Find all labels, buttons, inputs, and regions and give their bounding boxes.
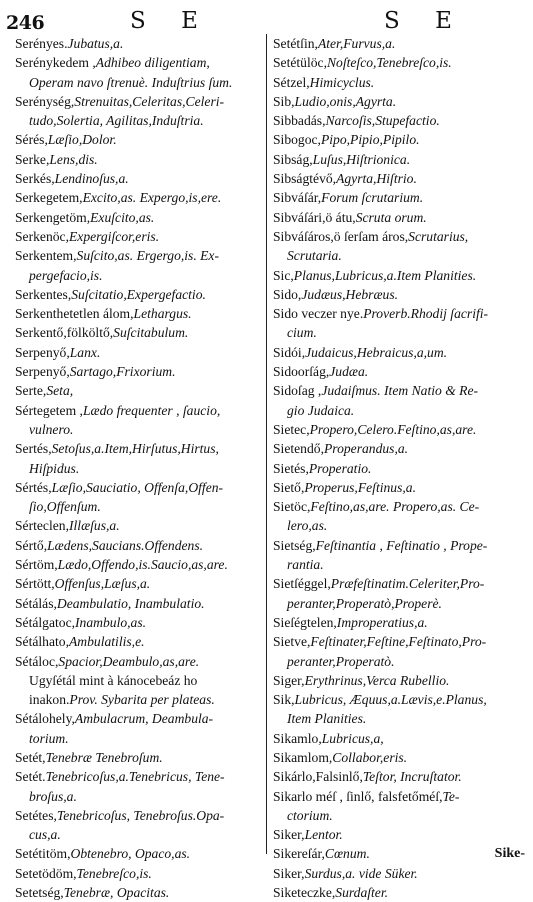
entry-headword: Serkés, [15, 171, 55, 187]
entry-definition: Planus,Lubricus,a.Item Planities. [293, 267, 477, 283]
dictionary-entry [15, 420, 265, 439]
entry-headword: Sic, [273, 267, 294, 283]
entry-headword: Sikárlo,Falsinlő, [273, 769, 363, 785]
entry-headword: Sietöc, [273, 499, 311, 515]
entry-definition: Properandus,a. [323, 441, 409, 457]
entry-definition: Lens,dis. [49, 151, 98, 167]
right-column [273, 34, 528, 902]
entry-headword: Sértés, [15, 479, 52, 495]
entry-definition: rantia. [287, 557, 324, 573]
dictionary-entry [15, 401, 265, 420]
dictionary-entry [273, 439, 528, 458]
entry-definition: Illæſus,a. [68, 518, 120, 534]
entry-definition: Narcoſis,Stupefactio. [325, 113, 440, 129]
entry-headword: Siker, [273, 827, 305, 843]
dictionary-entry [273, 420, 528, 439]
entry-definition: Item Planities. [287, 711, 367, 727]
entry-definition: Surdus,a. vide Süker. [304, 865, 418, 881]
entry-definition: Erythrinus,Verca Rubellio. [304, 672, 450, 688]
entry-headword: Sik, [273, 692, 295, 708]
dictionary-entry [273, 111, 528, 130]
entry-definition: Deambulatio, Inambulatio. [56, 595, 205, 611]
entry-headword: Sietendő, [273, 441, 324, 457]
entry-headword: Serkenthetetlen álom, [15, 306, 134, 322]
dictionary-entry [15, 266, 265, 285]
entry-definition: Læſio,Dolor. [47, 132, 117, 148]
entry-headword: Sikamlo, [273, 730, 322, 746]
dictionary-entry [273, 188, 528, 207]
entry-definition: peranter,Properatò,Properè. [287, 595, 442, 611]
entry-definition: Feſtinantia , Feſtinatio , Prope- [315, 537, 488, 553]
dictionary-entry [15, 478, 265, 497]
entry-headword: Serkentő,fölköltő, [15, 325, 114, 341]
entry-definition: lero,as. [287, 518, 328, 534]
entry-headword: Siker, [273, 865, 305, 881]
dictionary-entry [15, 709, 265, 728]
dictionary-entry [15, 169, 265, 188]
dictionary-entry [15, 787, 265, 806]
dictionary-entry [15, 73, 265, 92]
dictionary-entry [273, 516, 528, 535]
dictionary-entry [15, 690, 265, 709]
entry-headword: Setétitöm, [15, 846, 71, 862]
entry-definition: Obtenebro, Opaco,as. [70, 846, 191, 862]
entry-headword: Sidoorſág, [273, 364, 330, 380]
dictionary-entry [273, 652, 528, 671]
entry-definition: Lubricus, Æquus,a.Lævis,e.Planus, [294, 692, 487, 708]
dictionary-entry [273, 787, 528, 806]
entry-headword: Sértöm, [15, 557, 58, 573]
entry-headword: Sib, [273, 93, 295, 109]
entry-definition: Lentor. [304, 827, 343, 843]
entry-definition: Himicyclus. [309, 74, 375, 90]
dictionary-entry [15, 130, 265, 149]
entry-definition: Properatio. [308, 460, 372, 476]
entry-headword: Sérteclen, [15, 518, 69, 534]
entry-headword: Sibságtévő, [273, 171, 337, 187]
entry-headword: inakon. [29, 692, 70, 708]
dictionary-entry [273, 864, 528, 883]
dictionary-entry [15, 594, 265, 613]
entry-headword: Sértött, [15, 576, 55, 592]
dictionary-entry [273, 497, 528, 516]
entry-definition: Adhibeo diligentiam, [95, 55, 210, 71]
dictionary-entry [15, 111, 265, 130]
entry-definition: ctorium. [287, 807, 333, 823]
dictionary-entry [273, 53, 528, 72]
entry-definition: Excito,as. Expergo,is,ere. [82, 190, 222, 206]
catchword: Sike- [494, 846, 525, 861]
entry-definition: cus,a. [29, 827, 61, 843]
dictionary-entry [273, 574, 528, 593]
entry-headword: Serénység, [15, 93, 75, 109]
entry-headword: Sikamlom, [273, 749, 333, 765]
entry-definition: Pipo,Pipio,Pipilo. [320, 132, 420, 148]
dictionary-entry [273, 92, 528, 111]
dictionary-entry [273, 671, 528, 690]
dictionary-entry [15, 825, 265, 844]
entry-headword: Sido, [273, 286, 302, 302]
entry-definition: ſio,Offenſum. [29, 499, 101, 515]
entry-definition: Improperatius,a. [336, 614, 428, 630]
dictionary-entry [273, 130, 528, 149]
entry-headword: Sibbadás, [273, 113, 326, 129]
dictionary-entry [15, 748, 265, 767]
entry-definition: Properus,Feſtinus,a. [304, 479, 416, 495]
entry-definition: Offenſus,Læſus,a. [54, 576, 151, 592]
dictionary-entry [15, 613, 265, 632]
dictionary-entry [273, 613, 528, 632]
entry-headword: Serkegetem, [15, 190, 83, 206]
entry-definition: Setoſus,a.Item,Hirſutus,Hirtus, [51, 441, 219, 457]
entry-headword: Siető, [273, 479, 305, 495]
entry-definition: Spacior,Deambulo,as,are. [58, 653, 200, 669]
dictionary-entry [15, 864, 265, 883]
dictionary-entry [273, 73, 528, 92]
entry-headword: Sibváſáros,ö ſerſam áros, [273, 228, 409, 244]
entry-definition: Sartago,Frixorium. [69, 364, 176, 380]
dictionary-entry [15, 343, 265, 362]
dictionary-entry [15, 671, 265, 690]
entry-definition: Exuſcito,as. [90, 209, 155, 225]
entry-definition: Jubatus,a. [67, 36, 124, 51]
dictionary-entry [273, 555, 528, 574]
dictionary-entry [15, 285, 265, 304]
dictionary-entry [273, 362, 528, 381]
dictionary-entry [15, 767, 265, 786]
right-column-heading: S E [384, 8, 466, 34]
entry-headword: Serte, [15, 383, 47, 399]
entry-definition: Feſtino,as,are. Propero,as. Ce- [310, 499, 480, 515]
entry-definition: Scrutaria. [287, 248, 342, 264]
dictionary-entry [15, 381, 265, 400]
entry-headword: Sietés, [273, 460, 309, 476]
entry-headword: Serkengetöm, [15, 209, 91, 225]
dictionary-entry [273, 748, 528, 767]
left-column-heading: S E [130, 8, 212, 34]
entry-definition: tudo,Solertia, Agilitas,Induſtria. [29, 113, 204, 129]
entry-headword: Sétálhato, [15, 634, 69, 650]
entry-headword: Sétáloc, [15, 653, 59, 669]
entry-definition: Judaiſmus. Item Natio & Re- [321, 383, 479, 399]
dictionary-entry [15, 574, 265, 593]
entry-headword: Sérés, [15, 132, 48, 148]
entry-headword: Sidói, [273, 344, 306, 360]
entry-headword: Serkentes, [15, 286, 72, 302]
dictionary-entry [15, 883, 265, 902]
entry-definition: Agyrta,Hiſtrio. [336, 171, 417, 187]
entry-definition: Prov. Sybarita per plateas. [69, 692, 215, 708]
dictionary-entry [15, 188, 265, 207]
entry-definition: Lædo,Offendo,is.Saucio,as,are. [57, 557, 228, 573]
entry-definition: Forum ſcrutarium. [321, 190, 424, 206]
page-number: 246 [6, 12, 45, 34]
dictionary-entry [15, 150, 265, 169]
entry-headword: Setét. [15, 769, 46, 785]
page-header [0, 6, 533, 32]
dictionary-entry [15, 227, 265, 246]
entry-definition: gio Judaica. [287, 402, 355, 418]
entry-definition: Inambulo,as. [75, 614, 147, 630]
entry-headword: Serkentem, [15, 248, 77, 264]
dictionary-entry [15, 208, 265, 227]
dictionary-entry [273, 806, 528, 825]
entry-headword: Serpenyő, [15, 364, 70, 380]
entry-headword: Serénykedem , [15, 55, 96, 71]
entry-headword: Sibváſár, [273, 190, 322, 206]
dictionary-entry [273, 844, 528, 863]
entry-headword: Setétülöc, [273, 55, 327, 71]
entry-headword: Sietség, [273, 537, 316, 553]
entry-definition: Strenuitas,Celeritas,Celeri- [74, 93, 225, 109]
dictionary-entry [15, 844, 265, 863]
entry-definition: Cœnum. [324, 846, 370, 862]
entry-definition: Judaicus,Hebraicus,a,um. [305, 344, 448, 360]
dictionary-entry [15, 34, 265, 53]
entry-headword: Sikarlo méſ , ſinlő, falsfetőméſ, [273, 788, 443, 804]
entry-headword: Sertés, [15, 441, 52, 457]
dictionary-entry [15, 729, 265, 748]
entry-definition: Lanx. [69, 344, 101, 360]
entry-definition: Ludio,onis,Agyrta. [294, 93, 397, 109]
entry-definition: Lubricus,a, [321, 730, 384, 746]
entry-definition: cium. [287, 325, 317, 341]
dictionary-entry [273, 632, 528, 651]
entry-definition: Expergiſcor,eris. [68, 228, 160, 244]
dictionary-entry [15, 304, 265, 323]
dictionary-entry [273, 767, 528, 786]
entry-headword: Sikereſár, [273, 846, 325, 862]
entry-definition: Feſtinater,Feſtine,Feſtinato,Pro- [310, 634, 487, 650]
entry-headword: Sétálgatoc, [15, 614, 76, 630]
dictionary-entry [15, 246, 265, 265]
entry-definition: Seta, [46, 383, 74, 399]
dictionary-entry [273, 594, 528, 613]
dictionary-entry [15, 362, 265, 381]
entry-headword: Sétálohely, [15, 711, 75, 727]
entry-headword: Ugyſétál mint à kánocebeáz ho [29, 672, 198, 688]
entry-definition: Luſus,Hiſtrionica. [312, 151, 411, 167]
dictionary-entry [273, 478, 528, 497]
entry-definition: broſus,a. [29, 788, 77, 804]
entry-definition: Judæa. [329, 364, 369, 380]
dictionary-entry [273, 34, 528, 53]
dictionary-entry [273, 729, 528, 748]
dictionary-entry [273, 246, 528, 265]
entry-definition: Tenebricoſus, Tenebroſus.Opa- [56, 807, 225, 823]
dictionary-entry [15, 439, 265, 458]
entry-definition: Judæus,Hebræus. [301, 286, 399, 302]
entry-headword: Sibság, [273, 151, 313, 167]
entry-headword: Sértegetem , [15, 402, 83, 418]
entry-definition: Lendinoſus,a. [54, 171, 129, 187]
dictionary-entry [273, 343, 528, 362]
dictionary-entry [15, 323, 265, 342]
entry-headword: Sietec, [273, 421, 310, 437]
dictionary-entry [15, 806, 265, 825]
entry-definition: Tenebræ, Opacitas. [63, 885, 170, 901]
entry-definition: pergefacio,is. [29, 267, 103, 283]
entry-headword: Serkenöc, [15, 228, 69, 244]
entry-definition: Ambulatilis,e. [68, 634, 145, 650]
entry-definition: vulnero. [29, 421, 74, 437]
entry-definition: Ambulacrum, Deambula- [74, 711, 214, 727]
entry-definition: Suſcito,as. Ergergo,is. Ex- [76, 248, 219, 264]
entry-definition: Ater,Furvus,a. [317, 36, 396, 51]
entry-definition: Hiſpidus. [29, 460, 80, 476]
entry-headword: Sidoſag , [273, 383, 322, 399]
entry-definition: Præfeſtinatim.Celeriter,Pro- [330, 576, 485, 592]
entry-headword: Serényes. [15, 36, 68, 51]
entry-definition: Læſio,Sauciatio, Offenſa,Offen- [51, 479, 224, 495]
dictionary-entry [15, 632, 265, 651]
dictionary-entry [15, 53, 265, 72]
entry-definition: Scrutarius, [408, 228, 469, 244]
entry-definition: Tenebricoſus,a.Tenebricus, Tene- [45, 769, 225, 785]
dictionary-entry [15, 516, 265, 535]
entry-headword: Serpenyő, [15, 344, 70, 360]
dictionary-entry [273, 323, 528, 342]
entry-definition: Propero,Celero.Feſtino,as,are. [309, 421, 477, 437]
entry-headword: Sértő, [15, 537, 48, 553]
entry-headword: Setétſin, [273, 36, 318, 51]
dictionary-entry [273, 690, 528, 709]
entry-definition: peranter,Properatò. [287, 653, 395, 669]
entry-definition: Proverb.Rhodij ſacrifi- [363, 306, 489, 322]
entry-definition: Collabor,eris. [332, 749, 408, 765]
dictionary-entry [273, 825, 528, 844]
entry-headword: Sétálás, [15, 595, 57, 611]
dictionary-entry [273, 150, 528, 169]
entry-definition: Suſcitabulum. [113, 325, 189, 341]
dictionary-entry [15, 459, 265, 478]
entry-headword: Setetség, [15, 885, 64, 901]
entry-headword: Sietve, [273, 634, 311, 650]
dictionary-entry [273, 266, 528, 285]
entry-definition: Suſcitatio,Expergefactio. [71, 286, 206, 302]
entry-headword: Serke, [15, 151, 50, 167]
entry-definition: Te- [442, 788, 460, 804]
entry-definition: Surdaſter. [335, 885, 389, 901]
entry-headword: Sietſéggel, [273, 576, 331, 592]
entry-headword: Setetödöm, [15, 865, 77, 881]
entry-definition: Noſteſco,Tenebreſco,is. [326, 55, 452, 71]
entry-definition: Tenebreſco,is. [76, 865, 152, 881]
entry-headword: Setétes, [15, 807, 57, 823]
dictionary-entry [15, 536, 265, 555]
entry-definition: torium. [29, 730, 69, 746]
left-column [15, 34, 265, 902]
entry-headword: Sétzel, [273, 74, 310, 90]
dictionary-entry [273, 208, 528, 227]
dictionary-entry [15, 92, 265, 111]
entry-headword: Sido veczer nye. [273, 306, 364, 322]
dictionary-entry [273, 459, 528, 478]
entry-headword: Sibogoc, [273, 132, 321, 148]
entry-definition: Teſtor, Incruſtator. [362, 769, 462, 785]
dictionary-entry [273, 285, 528, 304]
dictionary-entry [273, 883, 528, 902]
dictionary-entry [273, 227, 528, 246]
entry-definition: Lædo frequenter , ſaucio, [82, 402, 221, 418]
dictionary-entry [273, 709, 528, 728]
entry-headword: Siketeczke, [273, 885, 336, 901]
entry-definition: Lethargus. [133, 306, 192, 322]
entry-definition: Lædens,Saucians.Offendens. [47, 537, 204, 553]
dictionary-entry [15, 555, 265, 574]
dictionary-entry [15, 497, 265, 516]
entry-definition: Operam navo ſtrenuè. Induſtrius ſum. [29, 74, 233, 90]
dictionary-entry [273, 169, 528, 188]
entry-headword: Siger, [273, 672, 305, 688]
column-divider [266, 34, 267, 854]
entry-headword: Sieſégtelen, [273, 614, 337, 630]
dictionary-entry [273, 304, 528, 323]
dictionary-entry [273, 536, 528, 555]
dictionary-entry [273, 381, 528, 400]
dictionary-entry [15, 652, 265, 671]
entry-definition: Tenebræ Tenebroſum. [45, 749, 163, 765]
dictionary-entry [273, 401, 528, 420]
entry-headword: Sibváſári,ö átu, [273, 209, 356, 225]
entry-definition: Scruta orum. [355, 209, 427, 225]
entry-headword: Setét, [15, 749, 46, 765]
